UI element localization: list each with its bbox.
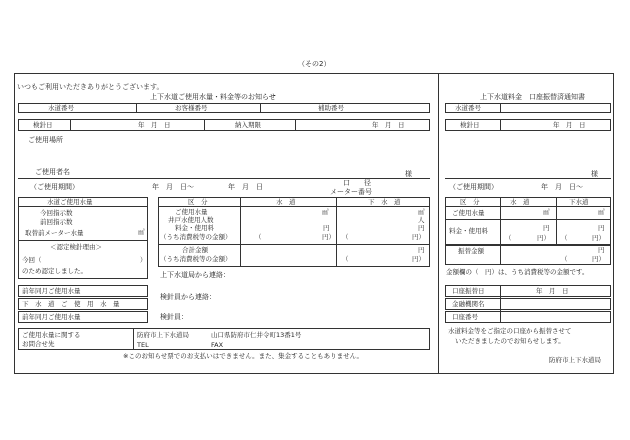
sewer-tax-close: 円）: [412, 233, 425, 241]
customer-number-label: お客様番号: [175, 104, 208, 112]
row-tax: （うち消費税等の金額）: [160, 233, 232, 241]
right-meter-date-label: 検針日: [460, 121, 480, 129]
right-water-tax-open: （: [505, 234, 512, 242]
water-tax-close: 円）: [322, 233, 335, 241]
row-usage: ご使用水量: [175, 208, 208, 216]
right-title: 上下水道料金 口座振替済通知書: [480, 93, 585, 101]
right-water-fee-unit: 円: [543, 224, 550, 232]
right-meter-date-value: 年 月 日: [553, 121, 586, 129]
bureau-name: 防府市上下水道局: [137, 331, 189, 339]
right-name-underline: [445, 178, 611, 179]
greeting: いつもご利用いただきありがとうございます。: [17, 83, 164, 91]
right-sewer-tax-close: 円）: [592, 234, 605, 242]
period-label: （ご使用期間）: [30, 183, 79, 191]
section-divider: [438, 73, 439, 374]
right-col-category: 区 分: [460, 198, 480, 206]
transfer-tax-open: （: [561, 255, 568, 263]
water-fee-unit: 円: [323, 224, 330, 232]
certified-note: のため認定しました。: [22, 267, 87, 275]
sewer-usage-unit: ㎥: [418, 208, 425, 216]
replacement-reading-unit: ㎥: [138, 228, 145, 236]
transfer-note-2: いただきましたのでお知らせします。: [455, 337, 565, 345]
meter-date-label: 検針日: [33, 121, 53, 129]
inquiry-label-2: お問合せ先: [22, 340, 55, 348]
sewer-fee-unit: 円: [418, 224, 425, 232]
prev-year-usage-label: 前年同月ご使用水量: [22, 287, 81, 295]
certification-basis: ＜認定検針理由＞: [50, 243, 102, 251]
total-tax-close: 円）: [412, 255, 425, 263]
transfer-tax-close: 円）: [592, 255, 605, 263]
sub-number-label: 補助番号: [318, 104, 344, 112]
fax-label: FAX: [211, 341, 224, 349]
transfer-date-label: 口座振替日: [452, 287, 485, 295]
prev-year-usage-label-2: 前年同月ご使用水量: [22, 313, 81, 321]
reader-label: 検針員：: [160, 313, 188, 321]
user-name-label: ご使用者名: [35, 168, 70, 176]
usage-box-header: 水道ご使用水量: [47, 198, 93, 206]
col-sewer: 下 水 道: [368, 198, 401, 206]
left-title: 上下水道ご使用水量・料金等のお知らせ: [150, 93, 276, 101]
row-well: 井戸水使用人数: [168, 216, 214, 224]
water-tax-open: （: [255, 233, 262, 241]
meter-date-value: 年 月 日: [138, 121, 171, 129]
contact-bureau: 上下水道局から連絡：: [160, 271, 230, 279]
transfer-note-1: 水道料金等をご指定の口座から振替させて: [448, 327, 572, 335]
row-fee: 料金・使用料: [175, 224, 214, 232]
right-col-sewer: 下水道: [569, 198, 589, 206]
current-reading-label: 今回指示数: [40, 209, 73, 217]
right-period-value: 年 月 日〜: [541, 183, 583, 191]
right-water-tax-close: 円）: [537, 234, 550, 242]
meter-diameter-label: 口 径: [343, 179, 371, 187]
period-from: 年 月 日〜: [152, 183, 194, 191]
id-row: [18, 103, 430, 113]
page-label: （その2）: [298, 60, 331, 68]
bank-name-label: 金融機関名: [452, 300, 485, 308]
this-time-close: ）: [140, 256, 147, 264]
transfer-amount-unit: 円: [598, 246, 605, 254]
right-period-label: （ご使用期間）: [449, 183, 498, 191]
meter-date-row: [18, 119, 430, 131]
inquiry-label-1: ご使用水量に関する: [22, 331, 81, 339]
period-to: 年 月 日: [228, 183, 263, 191]
tel-label: TEL: [137, 341, 149, 349]
sewer-usage-label: 下 水 道 ご 使 用 水 量: [22, 300, 120, 308]
water-number-label: 水道番号: [48, 104, 74, 112]
footer-note: ※このお知らせ票でのお支払いはできません。また、集金することもありません。: [123, 352, 364, 360]
water-usage-unit: ㎥: [322, 208, 329, 216]
sewer-tax-open: （: [342, 233, 349, 241]
right-sewer-tax-open: （: [561, 234, 568, 242]
right-sewer-fee-unit: 円: [598, 224, 605, 232]
this-time-label: 今回（: [22, 256, 42, 264]
right-col-water: 水 道: [510, 198, 530, 206]
bureau-address: 山口県防府市仁井令町13番1号: [211, 331, 302, 339]
issuer: 防府市上下水道局: [549, 356, 601, 364]
right-honorific: 様: [591, 170, 598, 178]
row-total: 合計金額: [182, 246, 208, 254]
total-unit: 円: [418, 246, 425, 254]
contact-reader: 検針員から連絡：: [160, 293, 216, 301]
row-total-tax: （うち消費税等の金額）: [160, 255, 232, 263]
right-row-usage: ご使用水量: [452, 209, 485, 217]
col-category: 区 分: [188, 198, 208, 206]
meter-number-label: メーター番号: [330, 188, 372, 196]
usage-place-label: ご使用場所: [28, 136, 63, 144]
payment-deadline-value: 年 月 日: [372, 121, 405, 129]
transfer-amount-label: 振替金額: [458, 247, 484, 255]
right-sewer-usage-unit: ㎥: [598, 208, 605, 216]
previous-reading-label: 前回指示数: [40, 218, 73, 226]
right-water-usage-unit: ㎥: [543, 208, 550, 216]
amount-note: 金額欄の（ 円）は、うち消費税等の金額です。: [446, 268, 589, 276]
payment-deadline-label: 納入期限: [235, 121, 261, 129]
total-tax-open: （: [342, 255, 349, 263]
col-water: 水 道: [276, 198, 296, 206]
sewer-person-unit: 人: [418, 216, 425, 224]
replacement-reading-label: 取替前メーター水量: [25, 229, 84, 237]
transfer-date-value: 年 月 日: [536, 287, 569, 295]
right-row-fee: 料金・使用料: [449, 227, 488, 235]
right-water-number-label: 水道番号: [455, 104, 481, 112]
honorific: 様: [405, 170, 412, 178]
account-number-label: 口座番号: [452, 313, 478, 321]
